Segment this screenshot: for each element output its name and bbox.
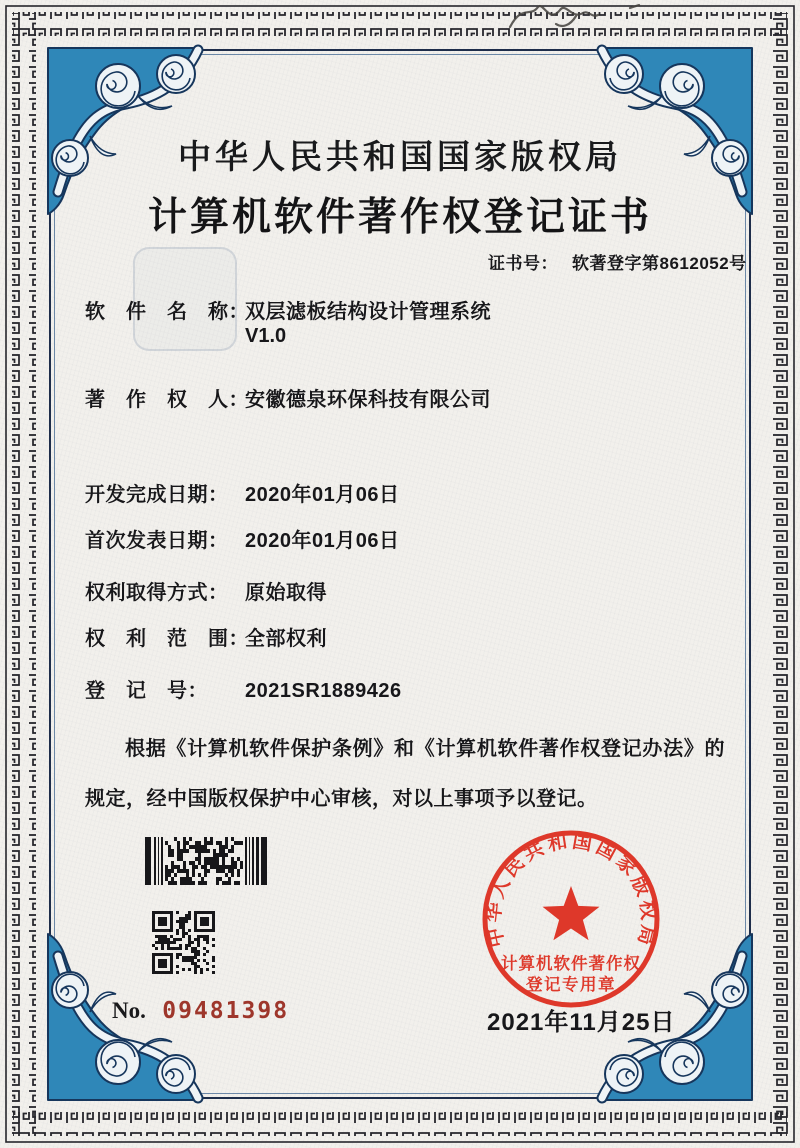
field-row-copyright-owner [85, 383, 491, 412]
certificate-number-value: 软著登字第8612052号 [572, 254, 747, 273]
seal-line1: 计算机软件著作权 [501, 955, 641, 973]
field-value: 2020年01月06日 [245, 484, 400, 506]
seal-star-icon [543, 886, 600, 940]
field-label: 首次发表日期： [85, 530, 229, 552]
software-version: V1.0 [245, 325, 287, 347]
field-row-registration-number [85, 674, 402, 703]
meander-band-bottom [13, 1112, 787, 1136]
registration-statement: 根据《计算机软件保护条例》和《计算机软件著作权登记办法》的规定，经中国版权保护中心审核，对以上事项予以登记。 [85, 738, 725, 810]
field-label: 开发完成日期： [85, 484, 229, 506]
field-value: 原始取得 [245, 582, 327, 604]
field-label: 软 件 名 称： [85, 301, 249, 323]
field-row-first-publish-date [85, 524, 399, 553]
serial-number-line [112, 997, 289, 1024]
field-label: 权利取得方式： [85, 582, 229, 604]
meander-band-left [12, 13, 36, 1135]
certificate-number-line [488, 249, 747, 274]
seal-ring-text: 中华人民共和国国家版权局 [483, 831, 659, 951]
official-seal [478, 826, 664, 1012]
field-value: 安徽德泉环保科技有限公司 [245, 389, 491, 411]
field-value: 2020年01月06日 [245, 530, 400, 552]
field-label: 权 利 范 围： [85, 628, 249, 650]
meander-band-top [13, 12, 787, 36]
field-label: 著 作 权 人： [85, 389, 249, 411]
barcode-icon [145, 837, 267, 885]
serial-number: 09481398 [162, 998, 290, 1024]
qr-code-icon [152, 911, 215, 974]
authority-title: 中华人民共和国国家版权局 [178, 140, 622, 176]
field-row-rights-scope [85, 622, 327, 651]
field-row-rights-acquisition [85, 576, 327, 605]
field-row-dev-complete-date [85, 478, 399, 507]
certificate-number-label: 证书号： [488, 254, 558, 273]
field-label: 登 记 号： [85, 680, 208, 702]
issue-date: 2021年11月25日 [487, 1009, 676, 1036]
field-value: 2021SR1889426 [245, 680, 402, 702]
document-title: 计算机软件著作权登记证书 [147, 196, 652, 239]
seal-line2: 登记专用章 [526, 976, 616, 994]
field-row-software-name [85, 295, 491, 324]
serial-prefix: No. [112, 998, 146, 1023]
field-value: 全部权利 [245, 628, 327, 650]
meander-band-right [764, 13, 788, 1135]
field-value: 双层滤板结构设计管理系统 [245, 301, 491, 323]
